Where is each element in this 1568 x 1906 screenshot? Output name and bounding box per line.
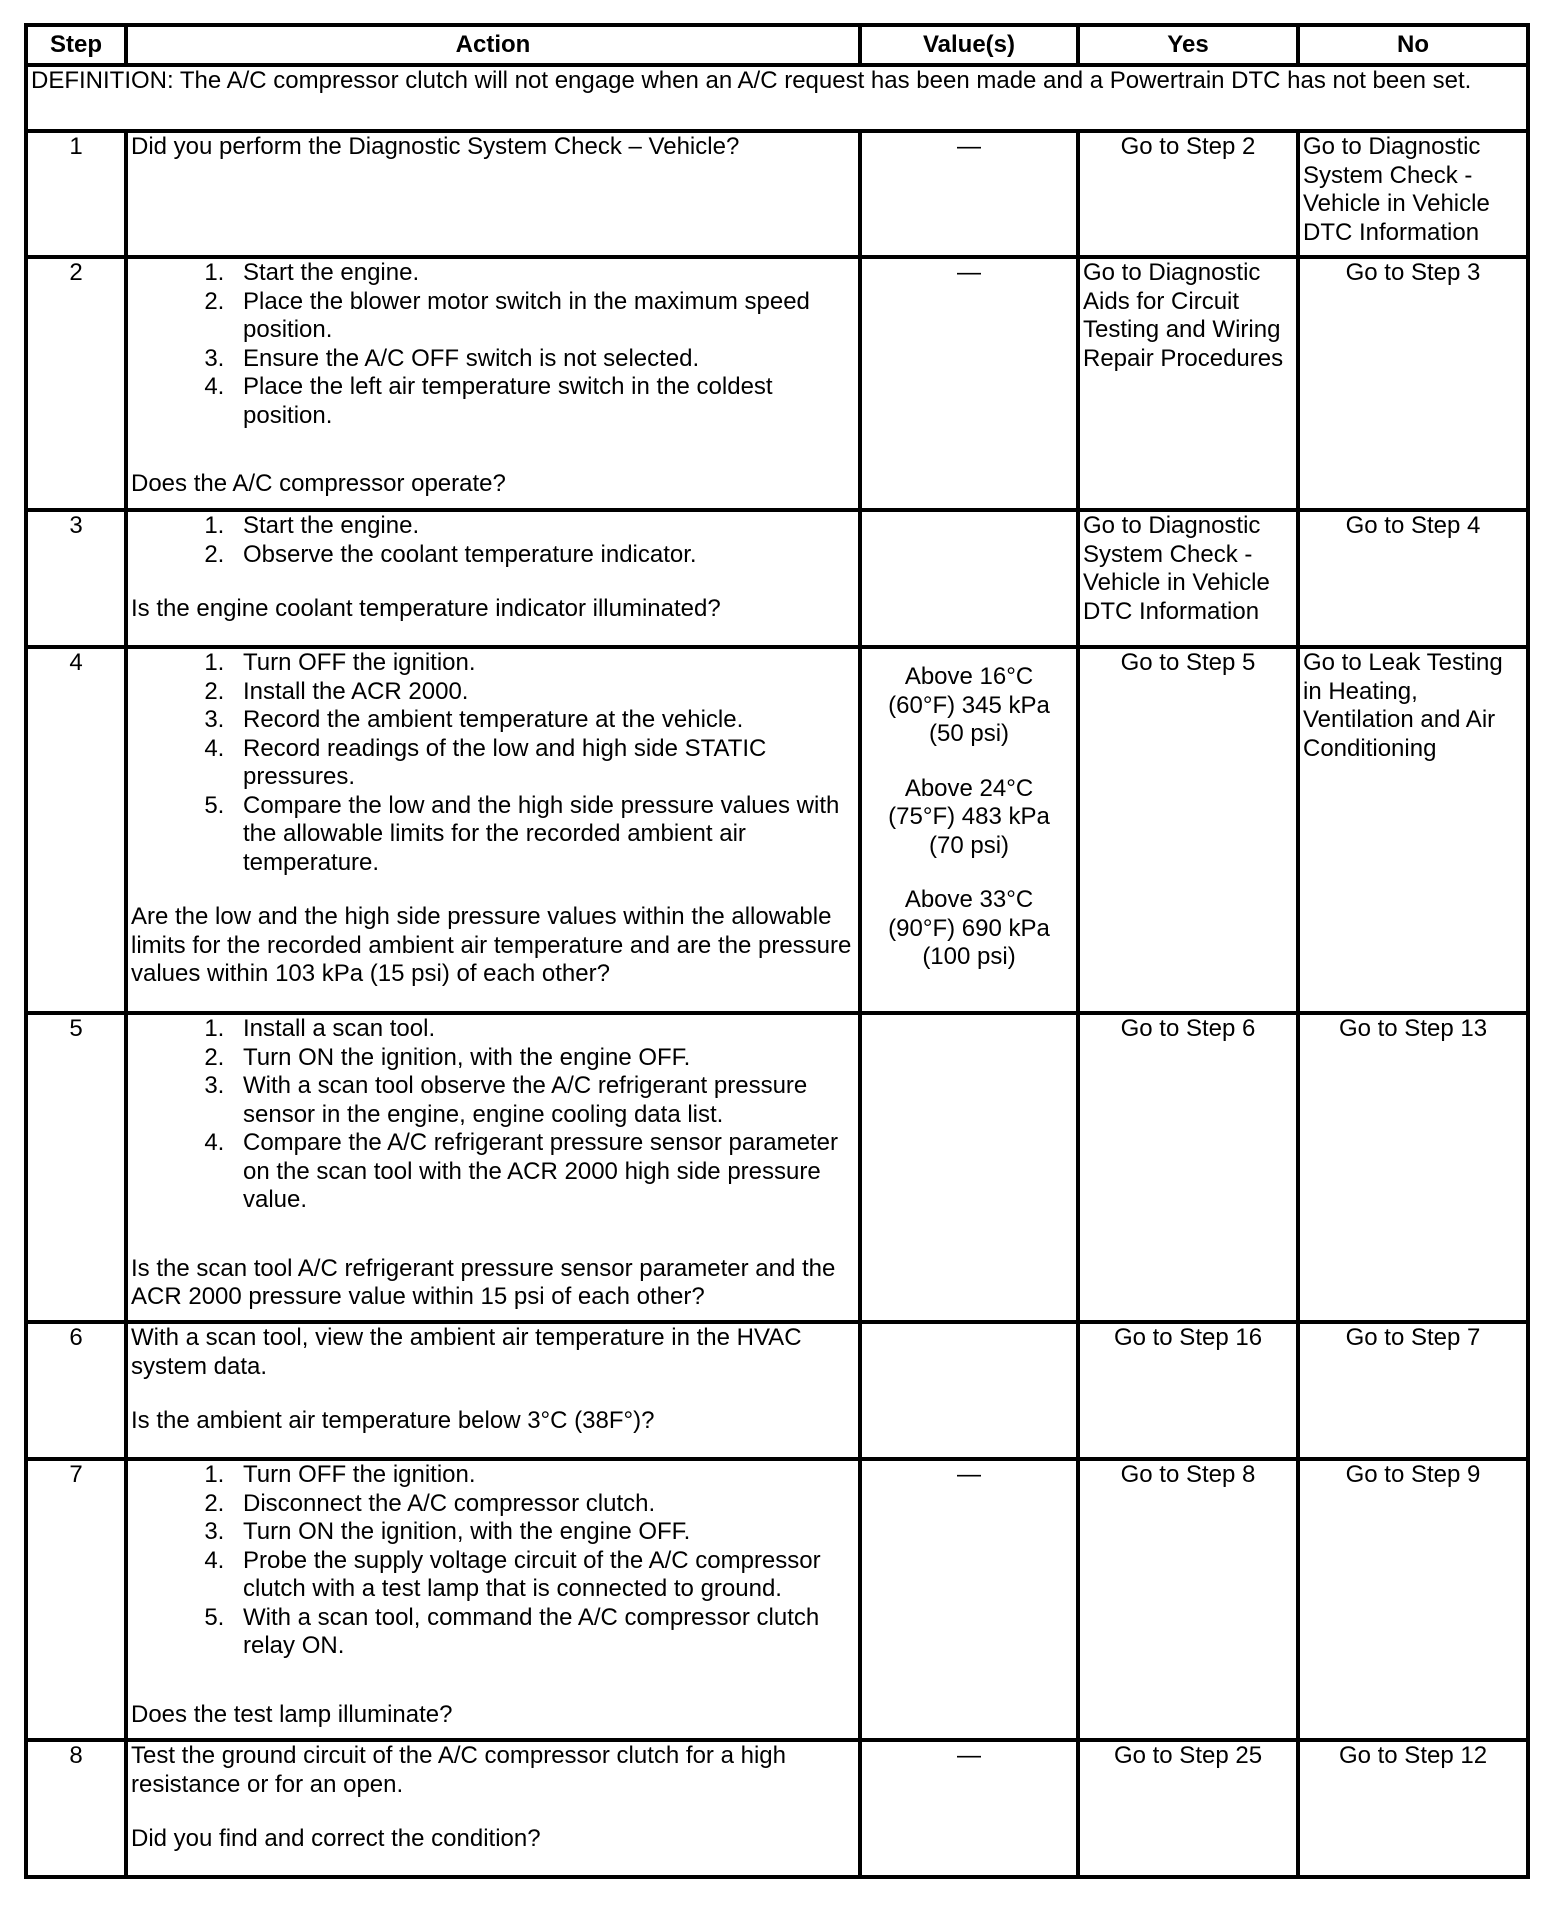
action-steps	[131, 649, 855, 877]
action-question: Did you find and correct the condition?	[131, 1825, 541, 1852]
yes-cell: Go to Step 16	[1078, 1322, 1298, 1459]
value-line: Above 16°C	[904, 663, 1034, 690]
action-cell	[126, 1459, 860, 1740]
value-cell	[860, 1322, 1078, 1459]
value-line: (50 psi)	[928, 720, 1010, 747]
action-step: 2. Disconnect the A/C compressor clutch.	[231, 1490, 855, 1519]
no-cell: Go to Step 13	[1298, 1013, 1528, 1322]
pressure-limit	[865, 886, 1073, 972]
step-number: 5	[26, 1013, 126, 1322]
action-cell	[126, 510, 860, 647]
table-row	[26, 131, 1528, 257]
pressure-limit	[865, 775, 1073, 861]
action-step: 3. Turn ON the ignition, with the engine OFF.	[231, 1518, 855, 1547]
step-number: 2	[26, 257, 126, 510]
header-yes: Yes	[1078, 25, 1298, 65]
yes-cell: Go to Diagnostic Aids for Circuit Testing and Wiring Repair Procedures	[1078, 257, 1298, 510]
header-step: Step	[26, 25, 126, 65]
action-cell	[126, 1013, 860, 1322]
step-number: 1	[26, 131, 126, 257]
table-row	[26, 257, 1528, 510]
value-line: Above 24°C	[904, 774, 1034, 802]
value-cell	[860, 510, 1078, 647]
header-values: Value(s)	[860, 25, 1078, 65]
action-steps	[131, 259, 855, 430]
action-step: 2. Install the ACR 2000.	[231, 678, 855, 707]
no-cell: Go to Step 9	[1298, 1459, 1528, 1740]
no-cell: Go to Diagnostic System Check - Vehicle in Vehicle DTC Information	[1298, 131, 1528, 257]
action-step: 3. Ensure the A/C OFF switch is not selected.	[231, 345, 855, 374]
diagnostic-table	[24, 23, 1530, 1879]
table-row	[26, 1459, 1528, 1740]
action-step: 5. Compare the low and the high side pressure values with the allowable limits for the recorded ambient air temperature.	[231, 792, 855, 878]
action-cell	[126, 257, 860, 510]
step-number: 6	[26, 1322, 126, 1459]
yes-cell: Go to Step 8	[1078, 1459, 1298, 1740]
yes-cell: Go to Step 5	[1078, 647, 1298, 1013]
action-step: 1. Start the engine.	[231, 512, 855, 541]
header-row	[26, 25, 1528, 65]
table-row	[26, 510, 1528, 647]
action-step: 1. Start the engine.	[231, 259, 855, 288]
header-action: Action	[126, 25, 860, 65]
step-number: 7	[26, 1459, 126, 1740]
header-no: No	[1298, 25, 1528, 65]
action-question: Is the ambient air temperature below 3°C (38F°)?	[131, 1407, 655, 1434]
action-step: 1. Turn OFF the ignition.	[231, 649, 855, 678]
value-cell: —	[860, 257, 1078, 510]
value-cell	[860, 1013, 1078, 1322]
action-steps	[131, 512, 855, 569]
action-intro: With a scan tool, view the ambient air temperature in the HVAC system data.	[131, 1324, 802, 1380]
yes-cell: Go to Step 2	[1078, 131, 1298, 257]
action-step: 3. Record the ambient temperature at the vehicle.	[231, 706, 855, 735]
value-cell: —	[860, 1740, 1078, 1877]
action-question: Is the scan tool A/C refrigerant pressure sensor parameter and the ACR 2000 pressure value within 15 psi of each other?	[131, 1254, 836, 1310]
yes-cell: Go to Step 6	[1078, 1013, 1298, 1322]
table-row	[26, 1013, 1528, 1322]
step-number: 3	[26, 510, 126, 647]
action-steps	[131, 1461, 855, 1661]
yes-cell: Go to Step 25	[1078, 1740, 1298, 1877]
action-step: 2. Turn ON the ignition, with the engine OFF.	[231, 1044, 855, 1073]
table-row	[26, 1322, 1528, 1459]
action-step: 4. Record readings of the low and high side STATIC pressures.	[231, 735, 855, 792]
action-step: 4. Compare the A/C refrigerant pressure sensor parameter on the scan tool with the ACR 2000 high side pressure value.	[231, 1129, 855, 1215]
no-cell: Go to Step 7	[1298, 1322, 1528, 1459]
definition-row	[26, 65, 1528, 131]
action-question: Does the A/C compressor operate?	[131, 470, 506, 497]
action-question: Is the engine coolant temperature indicator illuminated?	[131, 595, 721, 622]
action-cell	[126, 131, 860, 257]
table-row	[26, 647, 1528, 1013]
value-cell	[860, 647, 1078, 1013]
action-question: Are the low and the high side pressure values within the allowable limits for the recorded ambient air temperature and are the pressure values within 103 kPa (15 psi) of each other?	[131, 903, 852, 987]
step-number: 4	[26, 647, 126, 1013]
action-cell	[126, 647, 860, 1013]
no-cell: Go to Step 3	[1298, 257, 1528, 510]
no-cell: Go to Step 12	[1298, 1740, 1528, 1877]
table-row	[26, 1740, 1528, 1877]
action-step: 1. Turn OFF the ignition.	[231, 1461, 855, 1490]
action-step: 5. With a scan tool, command the A/C compressor clutch relay ON.	[231, 1604, 855, 1661]
action-intro: Test the ground circuit of the A/C compressor clutch for a high resistance or for an open.	[131, 1742, 786, 1798]
action-step: 4. Probe the supply voltage circuit of the A/C compressor clutch with a test lamp that is connected to ground.	[231, 1547, 855, 1604]
value-line: (100 psi)	[922, 943, 1016, 970]
pressure-limit	[865, 663, 1073, 749]
value-cell: —	[860, 1459, 1078, 1740]
value-line: (75°F) 483 kPa	[888, 803, 1050, 830]
value-line: Above 33°C	[904, 886, 1034, 913]
no-cell: Go to Step 4	[1298, 510, 1528, 647]
definition-text: DEFINITION: The A/C compressor clutch will not engage when an A/C request has been made and a Powertrain DTC has not been set.	[26, 65, 1528, 131]
action-question: Does the test lamp illuminate?	[131, 1700, 453, 1728]
value-cell: —	[860, 131, 1078, 257]
action-step: 3. With a scan tool observe the A/C refrigerant pressure sensor in the engine, engine cooling data list.	[231, 1072, 855, 1129]
action-cell	[126, 1322, 860, 1459]
yes-cell: Go to Diagnostic System Check - Vehicle in Vehicle DTC Information	[1078, 510, 1298, 647]
value-line: (70 psi)	[928, 831, 1010, 859]
action-step: 4. Place the left air temperature switch in the coldest position.	[231, 373, 855, 430]
action-step: 2. Observe the coolant temperature indicator.	[231, 541, 855, 570]
step-number: 8	[26, 1740, 126, 1877]
action-cell	[126, 1740, 860, 1877]
action-step: 1. Install a scan tool.	[231, 1015, 855, 1044]
action-step: 2. Place the blower motor switch in the maximum speed position.	[231, 288, 855, 345]
value-line: (60°F) 345 kPa	[888, 691, 1050, 719]
action-intro: Did you perform the Diagnostic System Check – Vehicle?	[131, 133, 740, 160]
no-cell: Go to Leak Testing in Heating, Ventilation and Air Conditioning	[1298, 647, 1528, 1013]
value-line: (90°F) 690 kPa	[888, 914, 1050, 942]
action-steps	[131, 1015, 855, 1215]
